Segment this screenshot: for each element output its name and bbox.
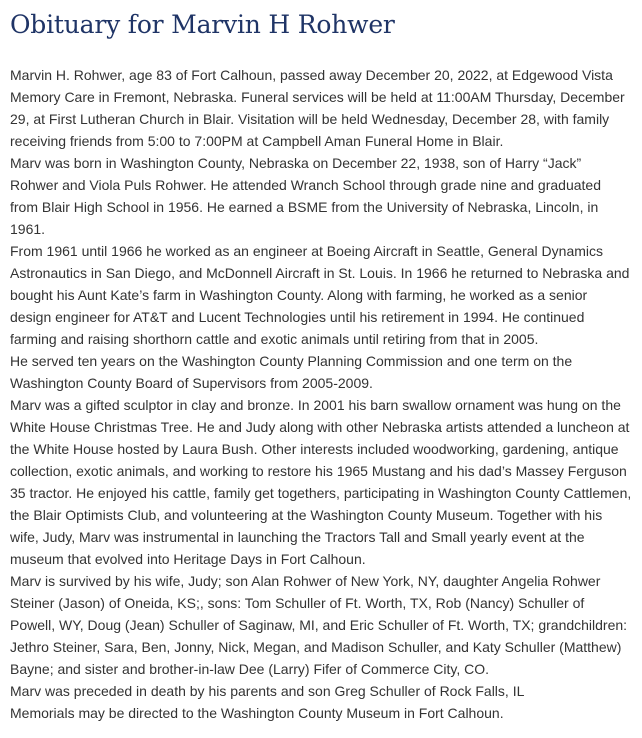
obituary-body xyxy=(10,64,632,724)
paragraph-interests: Marv was a gifted sculptor in clay and bronze. In 2001 his barn swallow ornament was hung on the White House Christmas Tree. He and Judy along with other Nebraska artists attended a luncheon at the White House hosted by Laura Bush. Other interests included woodworking, gardening, antique collection, exotic animals, and working to restore his 1965 Mustang and his dad’s Massey Ferguson 35 tractor. He enjoyed his cattle, family get togethers, participating in Washington County Cattlemen, the Blair Optimists Club, and volunteering at the Washington County Museum. Together with his wife, Judy, Marv was instrumental in launching the Tractors Tall and Small yearly event at the museum that evolved into Heritage Days in Fort Calhoun. xyxy=(10,397,632,567)
obituary-page xyxy=(10,0,632,724)
paragraph-career: From 1961 until 1966 he worked as an engineer at Boeing Aircraft in Seattle, General Dynamics Astronautics in San Diego, and McDonnell Aircraft in St. Louis. In 1966 he returned to Nebraska and bought his Aunt Kate’s farm in Washington County. Along with farming, he worked as a senior design engineer for AT&T and Lucent Technologies until his retirement in 1994. He continued farming and raising shorthorn cattle and exotic animals until retiring from that in 2005. xyxy=(10,243,630,347)
paragraph-survivors: Marv is survived by his wife, Judy; son Alan Rohwer of New York, NY, daughter Angelia Rohwer Steiner (Jason) of Oneida, KS;, sons: Tom Schuller of Ft. Worth, TX, Rob (Nancy) Schuller of Powell, WY, Doug (Jean) Schuller of Saginaw, MI, and Eric Schuller of Ft. Worth, TX; grandchildren: Jethro Steiner, Sara, Ben, Jonny, Nick, Megan, and Madison Schuller, and Katy Schuller (Matthew) Bayne; and sister and brother-in-law Dee (Larry) Fifer of Commerce City, CO. xyxy=(10,573,628,677)
page-title: Obituary for Marvin H Rohwer xyxy=(10,10,395,39)
paragraph-memorials: Memorials may be directed to the Washington County Museum in Fort Calhoun. xyxy=(10,705,504,721)
paragraph-preceded: Marv was preceded in death by his parents and son Greg Schuller of Rock Falls, IL xyxy=(10,683,525,699)
paragraph-public-service: He served ten years on the Washington County Planning Commission and one term on the Washington County Board of Supervisors from 2005-2009. xyxy=(10,353,573,391)
paragraph-announcement: Marvin H. Rohwer, age 83 of Fort Calhoun, passed away December 20, 2022, at Edgewood Vista Memory Care in Fremont, Nebraska. Funeral services will be held at 11:00AM Thursday, December 29, at First Lutheran Church in Blair. Visitation will be held Wednesday, December 28, with family receiving friends from 5:00 to 7:00PM at Campbell Aman Funeral Home in Blair. xyxy=(10,67,625,149)
paragraph-early-life: Marv was born in Washington County, Nebraska on December 22, 1938, son of Harry “Jack” Rohwer and Viola Puls Rohwer. He attended Wranch School through grade nine and graduated from Blair High School in 1956. He earned a BSME from the University of Nebraska, Lincoln, in 1961. xyxy=(10,155,601,237)
